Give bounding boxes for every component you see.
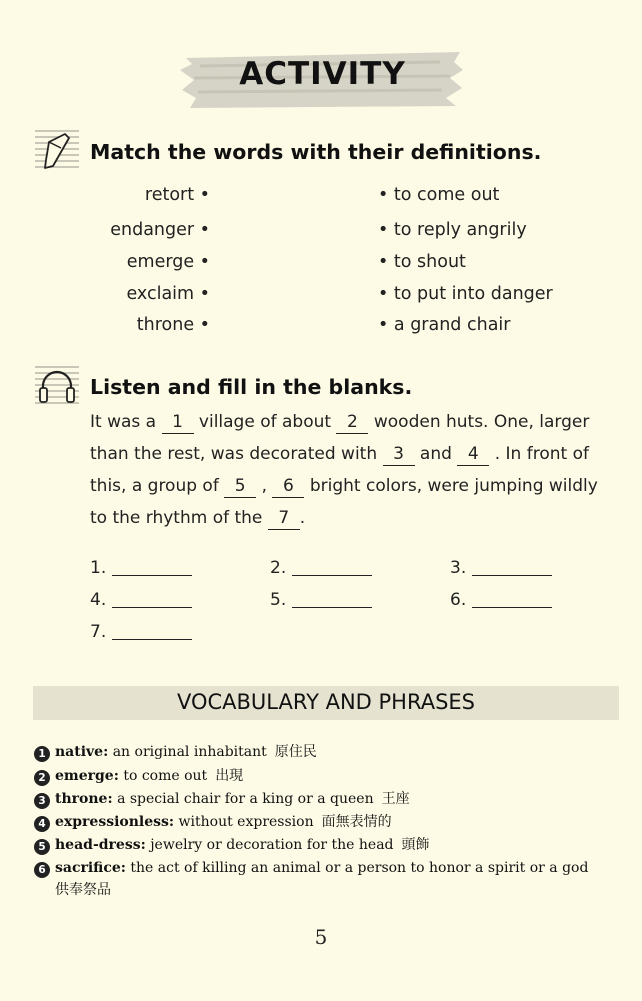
vocab-item: 1 native: an original inhabitant 原住民 [34, 741, 624, 762]
match-definition-1: • to come out [378, 185, 500, 205]
match-word-exclaim: exclaim • [126, 284, 210, 304]
answer-line-7[interactable]: 7. [90, 622, 192, 642]
pencil-icon [35, 128, 79, 172]
vocab-item: 6 sacrifice: the act of killing an animal or a person to honor a spirit or a god 供奉祭品 [34, 857, 594, 901]
match-word-emerge: emerge • [126, 252, 210, 272]
page-title: ACTIVITY [239, 56, 406, 92]
vocab-item: 4 expressionless: without expression 面無表情的 [34, 811, 624, 832]
vocab-item: 3 throne: a special chair for a king or a queen 王座 [34, 788, 624, 809]
match-word-endanger: endanger • [110, 220, 210, 240]
answer-line-2[interactable]: 2. [270, 558, 372, 578]
vocab-item: 2 emerge: to come out 出現 [34, 765, 624, 786]
vocab-item: 5 head-dress: jewelry or decoration for the head 頭飾 [34, 834, 624, 855]
answer-line-6[interactable]: 6. [450, 590, 552, 610]
page-number: 5 [314, 925, 328, 949]
answer-line-1[interactable]: 1. [90, 558, 192, 578]
answer-line-3[interactable]: 3. [450, 558, 552, 578]
blank-3[interactable]: 3 [383, 443, 415, 466]
activity-title-block [180, 48, 465, 110]
blank-7[interactable]: 7 [268, 507, 300, 530]
vocab-header-bar [33, 686, 619, 720]
listening-passage: It was a 1 village of about 2 wooden huts. One, larger than the rest, was decorated with 3 and 4 . In front of this, a group of 5 , 6 bright colors, were jumping wildly to the rhythm of the 7 . [90, 412, 598, 528]
match-definition-5: • a grand chair [378, 315, 511, 335]
vocab-heading: VOCABULARY AND PHRASES [176, 690, 476, 714]
blank-1[interactable]: 1 [162, 411, 194, 434]
match-word-retort: retort • [144, 185, 210, 205]
answer-line-5[interactable]: 5. [270, 590, 372, 610]
match-definition-2: • to reply angrily [378, 220, 527, 240]
blank-6[interactable]: 6 [272, 475, 304, 498]
answer-line-4[interactable]: 4. [90, 590, 192, 610]
headphones-icon [35, 364, 79, 408]
blank-2[interactable]: 2 [336, 411, 368, 434]
match-word-throne: throne • [136, 315, 210, 335]
blank-4[interactable]: 4 [457, 443, 489, 466]
match-definition-3: • to shout [378, 252, 466, 272]
match-definition-4: • to put into danger [378, 284, 553, 304]
blank-5[interactable]: 5 [224, 475, 256, 498]
listen-heading: Listen and fill in the blanks. [90, 375, 413, 399]
match-heading: Match the words with their definitions. [90, 140, 542, 164]
